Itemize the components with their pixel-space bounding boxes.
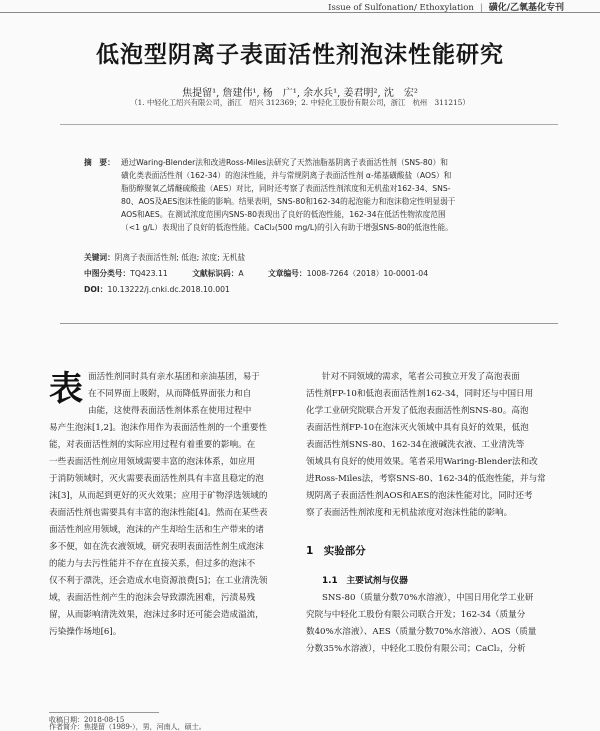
section-divider — [60, 323, 558, 324]
body-line: 针对不同领域的需求，笔者公司独立开发了高泡表面 — [322, 372, 520, 382]
received-date: 收稿日期：2018-08-15 — [49, 716, 125, 724]
body-line: 究院与中轻化工股份有限公司联合开发；162-34（质量分 — [306, 610, 526, 620]
body-line: 的能力与去污性能并不存在直接关系，但过多的泡沫不 — [49, 559, 256, 569]
header-rule — [0, 12, 600, 13]
abstract-line: 摘 要： 通过Waring-Blender法和改进Ross-Miles法研究了天然油脂基阴离子表面活性剂（SNS-80）和 — [84, 158, 448, 167]
abstract-line: 脂肪醇聚氧乙烯醚硫酸盐（AES）对比，同时还考察了表面活性剂浓度和无机盐对162-34、SNS- — [121, 184, 451, 193]
body-line: 表面活性剂也需要具有丰富的泡沫性能[4]。然而在某些表 — [49, 508, 268, 518]
keywords — [84, 252, 245, 263]
keywords-text: 阴离子表面活性剂; 低泡; 浓度; 无机盐 — [114, 253, 246, 262]
clc-number: TQ423.11 — [130, 269, 168, 278]
body-line: 活性剂FP-10和低泡表面活性剂162-34，同时还与中国日用 — [306, 389, 534, 399]
body-line: 进Ross-Miles法，考察SNS-80、162-34的低泡性能，并与常 — [306, 474, 546, 484]
body-line: 分数35%水溶液），中轻化工股份有限公司；CaCl₂，分析 — [306, 644, 526, 654]
abstract-line: AOS和AES。在测试浓度范围内SNS-80表现出了良好的低泡性能，162-34在低活性物浓度范围 — [121, 210, 446, 219]
body-line: 察了表面活性剂浓度和无机盐浓度对泡沫性能的影响。 — [306, 508, 513, 518]
keywords-label: 关键词： — [84, 253, 115, 262]
body-line: 规阴离子表面活性剂AOS和AES的泡沫性能对比，同时还考 — [306, 491, 533, 501]
classification-line: 中图分类号：TQ423.11 文献标识码：A 文章编号：1008-7264（2018）10-0001-04 — [84, 269, 429, 278]
body-line: 面活性剂同时具有亲水基团和亲油基团，易于 — [88, 372, 260, 382]
body-line: 面活性剂应用领域，泡沫的产生却给生活和生产带来的诸 — [49, 525, 264, 535]
body-line: 在不同界面上吸附，从而降低界面张力和自 — [88, 389, 252, 399]
abstract-block — [60, 124, 558, 233]
body-line: 化学工业研究院联合开发了低泡表面活性剂SNS-80。高泡 — [306, 406, 529, 416]
body-line: 表面活性剂SNS-80、162-34在液碱洗衣液、工业清洗等 — [306, 440, 525, 450]
body-line: 于消防领域时，灭火需要表面活性剂具有丰富且稳定的泡 — [49, 474, 264, 484]
body-line: 多不便，如在洗衣液领域，研究表明表面活性剂生成泡沫 — [49, 542, 264, 552]
header-separator: | — [479, 3, 483, 13]
body-line: 一些表面活性剂应用领域需要丰富的泡沫体系，如应用 — [49, 457, 256, 467]
body-line: 污染操作场地[6]。 — [49, 627, 122, 637]
article-number: 1008-7264（2018）10-0001-04 — [306, 269, 429, 278]
subsection-heading: 1.1 主要试剂与仪器 — [322, 576, 408, 586]
author-list: 焦提留¹, 詹建伟¹, 杨 广¹, 余水兵¹, 姜君明², 沈 宏² — [182, 88, 418, 99]
section-name: 磺化/乙氧基化专刊 — [488, 3, 564, 13]
doi-line: DOI：10.13222/j.cnki.dc.2018.10.001 — [84, 285, 230, 294]
body-line: 域，表面活性剂产生的泡沫会导致漂洗困难，污渍易残 — [49, 593, 256, 603]
body-line: 领域具有良好的使用效果。笔者采用Waring-Blender法和改 — [306, 457, 538, 467]
body-line: 数40%水溶液）、AES（质量分数70%水溶液）、AOS（质量 — [306, 627, 537, 637]
body-line: 留，从而影响清洗效果，泡沫过多时还可能会造成溢流， — [49, 610, 264, 620]
body-line: 沫[3]，从而起到更好的灭火效果；应用于矿物浮选领域的 — [49, 491, 268, 501]
journal-issue-name: Issue of Sulfonation/ Ethoxylation — [328, 3, 474, 13]
body-line: 由能，这使得表面活性剂体系在使用过程中 — [88, 406, 252, 416]
abstract-line: 80、AOS及AES泡沫性能的影响。结果表明，SNS-80和162-34的起泡能力和泡沫稳定性明显弱于 — [121, 197, 456, 206]
abstract-label: 摘 要： — [84, 158, 115, 167]
body-line: 易产生泡沫[1,2]。泡沫作用作为表面活性剂的一个重要性 — [49, 423, 268, 433]
drop-cap: 表 — [49, 369, 83, 409]
body-line: 表面活性剂FP-10在泡沫灭火领域中具有良好的效果，低泡 — [306, 423, 529, 433]
footnote-rule — [49, 712, 159, 713]
affiliation: （1. 中轻化工绍兴有限公司，浙江 绍兴 312369；2. 中轻化工股份有限公司，浙江 杭州 311215） — [130, 98, 470, 107]
author-bio: 作者简介：焦提留（1989-），男，河南人，硕士。 — [49, 723, 206, 731]
doi-link[interactable]: 10.13222/j.cnki.dc.2018.10.001 — [107, 285, 230, 294]
body-line: SNS-80（质量分数70%水溶液），中国日用化学工业研 — [322, 593, 534, 603]
abstract-line: 磺化类表面活性剂（162-34）的泡沫性能，并与常规阴离子表面活性剂 α-烯基磺酸盐（AOS）和 — [121, 171, 452, 180]
paper-title: 低泡型阴离子表面活性剂泡沫性能研究 — [96, 42, 504, 68]
body-line: 能，对表面活性剂的实际应用过程有着重要的影响。在 — [49, 440, 256, 450]
body-line: 仅不利于漂洗，还会造成水电资源浪费[5]；在工业清洗领 — [49, 576, 268, 586]
document-code: A — [238, 269, 244, 278]
section-heading: 1 实验部分 — [306, 545, 366, 557]
abstract-line: （<1 g/L）表现出了良好的低泡性能。CaCl₂(500 mg/L)的引入有助于增强SNS-80的低泡性能。 — [121, 223, 453, 232]
